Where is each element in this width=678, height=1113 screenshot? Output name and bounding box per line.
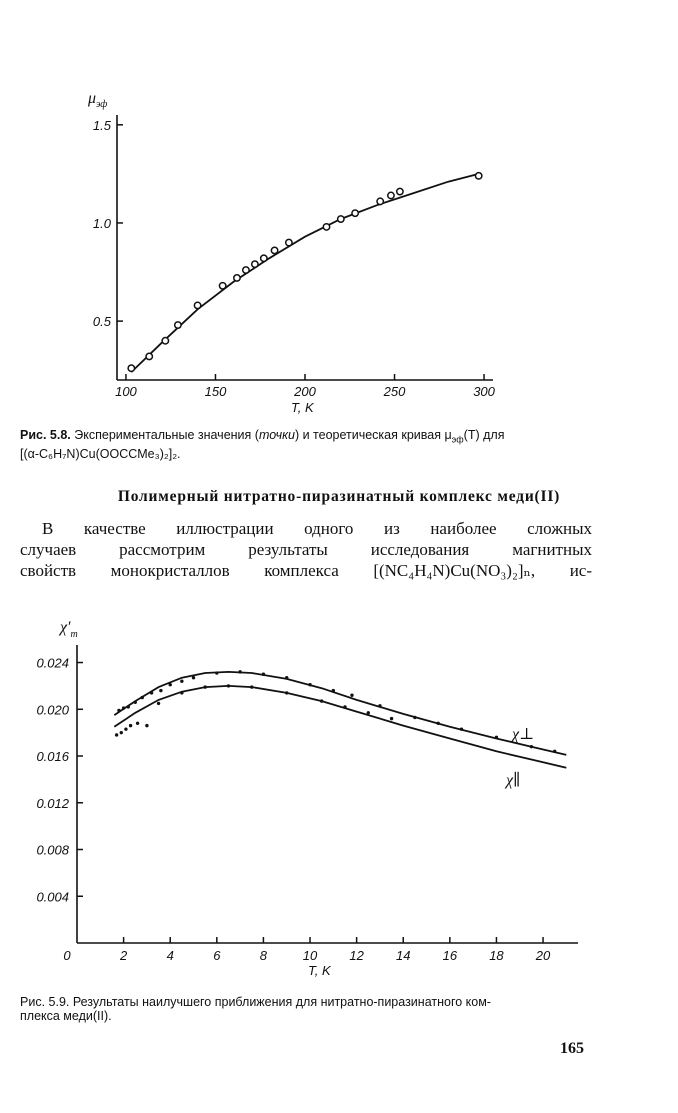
fig2-data-point (180, 680, 183, 683)
fig2-data-point (262, 673, 265, 676)
fig2-ticks (36, 656, 551, 963)
fig2-data-point (460, 727, 463, 730)
fig1-x-tick-label: 250 (383, 384, 406, 399)
fig2-y-axis-symbol: $\chi'_m$ (60, 619, 78, 640)
fig2-data-point (250, 685, 253, 688)
fig2-data-point (159, 689, 162, 692)
fig2-data-point (141, 696, 144, 699)
fig2-data-point (215, 671, 218, 674)
fig2-data-point (227, 684, 230, 687)
fig2-data-point (320, 699, 323, 702)
fig2-x-tick-label: 12 (349, 948, 364, 963)
fig2-data-point (285, 676, 288, 679)
fig2-data-point (308, 683, 311, 686)
fig2-data-point (350, 694, 353, 697)
fig2-data-point (180, 691, 183, 694)
fig2-data-point (117, 709, 120, 712)
fig2-data-point (134, 701, 137, 704)
fig1-caption: Рис. 5.8. Экспериментальные значения (точки) и теоретическая кривая $\mu_{эф}(T)$ для [(α-C₆H₇N)Cu(OOCCMe₃)₂]₂. (20, 428, 505, 461)
fig2-x-tick-label: 4 (166, 948, 174, 963)
fig2-experimental-points (115, 670, 556, 753)
fig2-data-point (115, 733, 118, 736)
fig2-data-point (238, 670, 241, 673)
label-chi-perpendicular: χ⊥ (512, 726, 535, 743)
fig2-data-point (285, 691, 288, 694)
fig2-data-point (129, 724, 132, 727)
fig2-y-tick-label: 0.024 (36, 655, 69, 671)
fig2-data-point (136, 722, 139, 725)
fig2-data-point (332, 689, 335, 692)
fig2-data-point (122, 706, 125, 709)
label-chi-parallel: χ∥ (506, 772, 521, 789)
fig2-data-point (169, 683, 172, 686)
fig2-data-point (127, 705, 130, 708)
fig2-y-tick-label: 0.008 (36, 842, 69, 858)
fig2-x-tick-label: 0 (63, 948, 71, 963)
fig2-y-tick-label: 0.020 (36, 702, 69, 718)
fig2-data-point (378, 704, 381, 707)
fig2-data-point (413, 716, 416, 719)
fig1-x-tick-label: 300 (473, 384, 495, 399)
body-paragraph: В качестве иллюстрации одного из наиболее сложных случаев рассмотрим результаты исследования магнитных свойств монокристаллов комплекса [(NC₄H₄N)Cu(NO₃)₂]ₙ, ис- (20, 519, 592, 580)
fig2-caption: Рис. 5.9. Результаты наилучшего приближения для нитратно-пиразинатного ком- плекса меди(II). (20, 995, 491, 1023)
fig1-y-tick-label: 0.5 (92, 314, 111, 330)
fig2-data-point (390, 717, 393, 720)
fig2-data-point (150, 691, 153, 694)
fig2-x-tick-label: 8 (259, 948, 268, 963)
fig2-data-point (343, 705, 346, 708)
fig2-x-axis-label: T, K (308, 963, 331, 978)
fig2-data-point (145, 724, 148, 727)
fig2-y-tick-label: 0.012 (36, 795, 69, 811)
fig1-y-tick-label: 1.0 (92, 215, 111, 231)
fig2-x-tick-label: 6 (213, 948, 221, 963)
curve-chi-parallel (114, 686, 566, 768)
fig2-data-point (124, 727, 127, 730)
fig2-x-tick-label: 16 (442, 948, 458, 963)
fig1-y-tick-label: 1.5 (92, 117, 111, 133)
fig2-x-tick-label: 18 (489, 948, 504, 963)
fig1-x-tick-label: 200 (294, 384, 316, 399)
fig1-x-tick-label: 150 (204, 384, 227, 399)
fig2-data-point (553, 750, 556, 753)
fig2-x-tick-label: 10 (302, 948, 318, 963)
fig2-x-tick-label: 14 (395, 948, 411, 963)
fig1-y-axis-symbol: $\mu_{эф}$ (88, 90, 108, 110)
fig2-data-point (203, 685, 206, 688)
fig2-x-tick-label: 2 (119, 948, 128, 963)
fig2-data-point (530, 745, 533, 748)
fig2-data-point (495, 736, 498, 739)
fig2-model-curves (114, 672, 566, 768)
fig2-x-tick-label: 20 (535, 948, 551, 963)
fig2-data-point (367, 711, 370, 714)
curve-chi-perpendicular (114, 672, 566, 755)
fig2-data-point (192, 676, 195, 679)
fig2-y-tick-label: 0.016 (36, 749, 69, 765)
fig1-x-tick-label: 100 (115, 384, 137, 399)
section-heading: Полимерный нитратно-пиразинатный комплекс меди(II) (117, 488, 561, 505)
fig2-y-tick-label: 0.004 (36, 889, 69, 905)
page-number: 165 (560, 1040, 584, 1057)
fig2-data-point (157, 702, 160, 705)
fig2-data-point (120, 731, 123, 734)
fig1-x-axis-label: T, K (291, 400, 314, 415)
fig2-data-point (436, 722, 439, 725)
